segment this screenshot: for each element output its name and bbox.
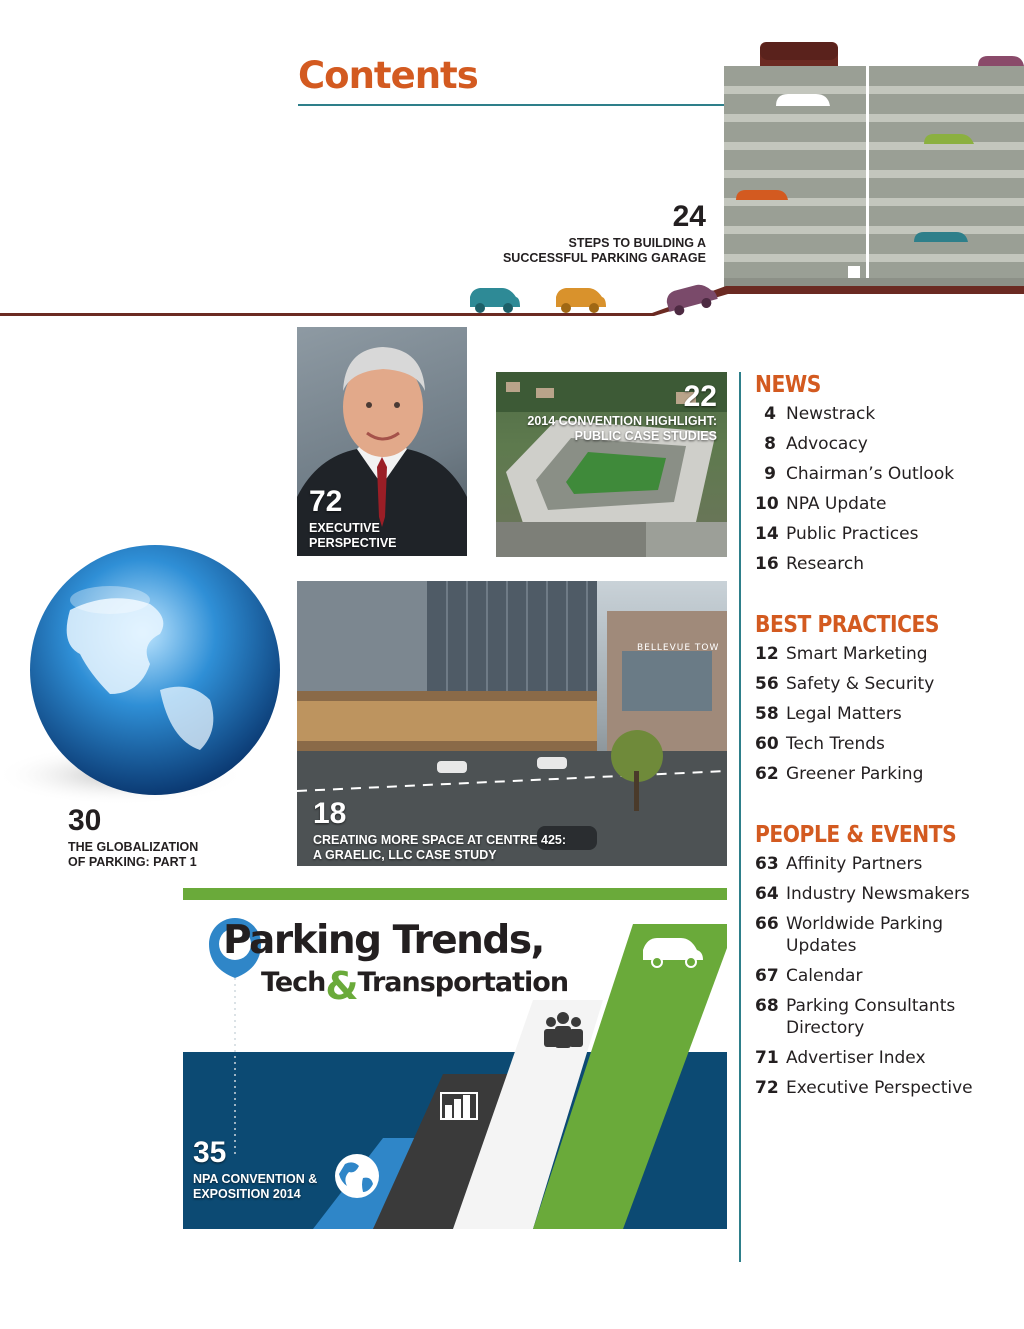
page-title: Contents xyxy=(298,54,478,97)
toc-item[interactable] xyxy=(755,763,1024,785)
feature-24[interactable] xyxy=(500,202,706,266)
feature-30[interactable] xyxy=(68,806,198,870)
toc-page: 14 xyxy=(755,524,779,544)
banner-title-line1: Parking Trends, xyxy=(223,918,544,963)
toc-item[interactable] xyxy=(755,1077,1024,1099)
feature-18-photo[interactable] xyxy=(297,581,727,866)
toc-page: 58 xyxy=(755,704,779,724)
section-heading: NEWS xyxy=(755,372,821,398)
toc-label: Public Practices xyxy=(786,524,919,544)
toc-item[interactable] xyxy=(755,965,1024,987)
feature-caption-line1: NPA CONVENTION & xyxy=(193,1172,318,1186)
toc-item[interactable] xyxy=(755,553,1024,575)
feature-number: 30 xyxy=(68,804,102,837)
toc-item[interactable] xyxy=(755,1047,1024,1069)
toc-page: 68 xyxy=(755,996,779,1016)
toc-item[interactable] xyxy=(755,463,1024,485)
feature-caption-line2: PERSPECTIVE xyxy=(309,536,397,550)
toc-label: Advocacy xyxy=(786,434,868,454)
toc-page: 12 xyxy=(755,644,779,664)
banner-tech: Tech xyxy=(261,967,326,998)
toc-item[interactable] xyxy=(755,433,1024,455)
banner-transportation: Transportation xyxy=(357,967,569,998)
title-rule xyxy=(298,104,728,106)
feature-caption-line1: 2014 CONVENTION HIGHLIGHT: xyxy=(527,414,717,428)
toc-item[interactable] xyxy=(755,913,1024,957)
feature-caption-line2: SUCCESSFUL PARKING GARAGE xyxy=(502,251,706,265)
globe-icon xyxy=(335,1154,379,1198)
banner-title-line2 xyxy=(261,964,568,1008)
building-signage: BELLEVUE TOW xyxy=(637,643,720,653)
toc-page: 66 xyxy=(755,914,779,934)
feature-caption-line1: THE GLOBALIZATION xyxy=(68,840,199,854)
feature-caption-line1: CREATING MORE SPACE AT CENTRE 425: xyxy=(313,833,567,847)
toc-page: 72 xyxy=(755,1078,779,1098)
toc-item[interactable] xyxy=(755,493,1024,515)
toc-label: Legal Matters xyxy=(786,704,902,724)
feature-35-banner[interactable] xyxy=(183,888,727,1229)
toc-page: 9 xyxy=(764,464,776,484)
feature-number: 24 xyxy=(672,200,706,233)
toc-item[interactable] xyxy=(755,883,1024,905)
feature-72-photo[interactable] xyxy=(297,327,467,556)
toc-label: Executive Perspective xyxy=(786,1078,973,1098)
section-heading: PEOPLE & EVENTS xyxy=(755,822,957,848)
toc-page: 16 xyxy=(755,554,779,574)
toc-item[interactable] xyxy=(755,853,1024,875)
toc-label: Calendar xyxy=(786,966,863,986)
toc-item[interactable] xyxy=(755,733,1024,755)
purple-car-icon xyxy=(664,281,719,318)
people-icon xyxy=(544,1012,583,1048)
feature-number: 35 xyxy=(193,1136,227,1169)
toc-label: Smart Marketing xyxy=(786,644,928,664)
teal-car-icon xyxy=(470,288,520,313)
toc-label: Research xyxy=(786,554,864,574)
toc-page: 67 xyxy=(755,966,779,986)
feature-22-photo[interactable] xyxy=(496,372,727,557)
banner-ampersand: & xyxy=(325,964,358,1008)
toc-item[interactable] xyxy=(755,523,1024,545)
toc-label: Chairman’s Outlook xyxy=(786,464,955,484)
feature-number: 72 xyxy=(309,485,343,518)
feature-caption-line2: A GRAELIC, LLC CASE STUDY xyxy=(313,848,497,862)
toc-page: 63 xyxy=(755,854,779,874)
road-illustration xyxy=(0,260,1024,320)
feature-caption-line2: OF PARKING: PART 1 xyxy=(68,855,197,869)
globe-image xyxy=(0,540,290,810)
toc-item[interactable] xyxy=(755,703,1024,725)
toc-section-news xyxy=(755,371,1024,575)
toc-label: Safety & Security xyxy=(786,674,935,694)
feature-caption-line2: EXPOSITION 2014 xyxy=(193,1187,301,1201)
toc-label: Worldwide Parking Updates xyxy=(786,914,944,956)
feature-caption-line1: EXECUTIVE xyxy=(309,521,380,535)
toc-page: 60 xyxy=(755,734,779,754)
toc-label: Tech Trends xyxy=(786,734,885,754)
section-heading: BEST PRACTICES xyxy=(755,612,940,638)
toc-label: Industry Newsmakers xyxy=(786,884,970,904)
toc-section-best-practices xyxy=(755,611,1024,785)
toc-page: 64 xyxy=(755,884,779,904)
toc-page: 4 xyxy=(764,404,776,424)
toc-label: NPA Update xyxy=(786,494,887,514)
toc-item[interactable] xyxy=(755,673,1024,695)
toc-label: Greener Parking xyxy=(786,764,924,784)
toc-label: Advertiser Index xyxy=(786,1048,926,1068)
toc-label: Parking Consultants Directory xyxy=(786,996,956,1038)
toc-label: Affinity Partners xyxy=(786,854,923,874)
toc-page: 56 xyxy=(755,674,779,694)
toc-label: Newstrack xyxy=(786,404,876,424)
toc-item[interactable] xyxy=(755,403,1024,425)
toc-section-people-events xyxy=(755,821,1024,1099)
toc-item[interactable] xyxy=(755,995,1024,1039)
feature-caption-line2: PUBLIC CASE STUDIES xyxy=(574,429,717,443)
feature-number: 22 xyxy=(683,380,717,413)
feature-caption-line1: STEPS TO BUILDING A xyxy=(568,236,706,250)
toc-rule xyxy=(739,372,741,1262)
toc-page: 62 xyxy=(755,764,779,784)
feature-number: 18 xyxy=(313,797,347,830)
toc-page: 10 xyxy=(755,494,779,514)
orange-car-icon xyxy=(556,288,606,313)
toc-page: 71 xyxy=(755,1048,779,1068)
toc-item[interactable] xyxy=(755,643,1024,665)
toc-page: 8 xyxy=(764,434,776,454)
